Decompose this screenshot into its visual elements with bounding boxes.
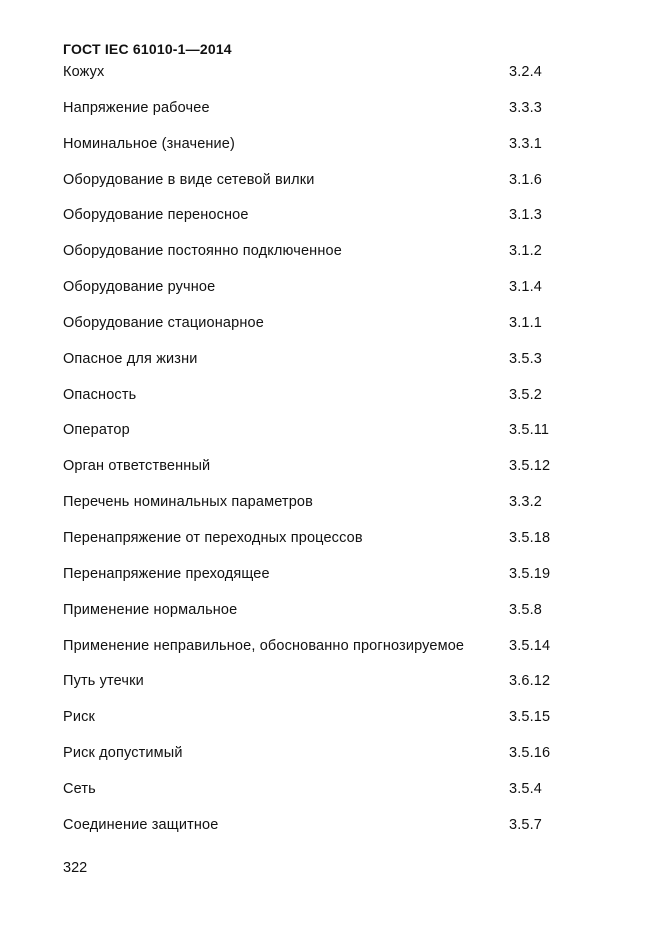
index-entry — [63, 62, 583, 98]
index-reference: 3.3.1 — [509, 135, 542, 152]
index-entry — [63, 815, 583, 851]
index-term: Оборудование постоянно подключенное — [63, 243, 342, 260]
index-reference: 3.3.2 — [509, 494, 542, 511]
index-term: Напряжение рабочее — [63, 99, 210, 116]
index-entry — [63, 349, 583, 385]
index-term: Оператор — [63, 422, 130, 439]
index-entry — [63, 241, 583, 277]
index-reference: 3.1.4 — [509, 279, 542, 296]
index-term: Соединение защитное — [63, 816, 219, 833]
index-entry — [63, 707, 583, 743]
index-term: Кожух — [63, 64, 105, 80]
index-entry — [63, 385, 583, 421]
index-reference: 3.1.2 — [509, 243, 542, 260]
index-reference: 3.6.12 — [509, 673, 551, 690]
index-term: Оборудование стационарное — [63, 314, 264, 331]
index-reference: 3.5.2 — [509, 386, 542, 403]
index-entry — [63, 98, 583, 134]
index-term: Оборудование в виде сетевой вилки — [63, 171, 315, 188]
index-entry — [63, 528, 583, 564]
index-entry — [63, 564, 583, 600]
index-reference: 3.5.15 — [509, 709, 551, 726]
index-reference: 3.5.4 — [509, 780, 542, 797]
standard-title: ГОСТ IEC 61010-1—2014 — [63, 41, 232, 57]
index-term: Применение нормальное — [63, 601, 238, 618]
index-entry — [63, 170, 583, 206]
index-term: Оборудование переносное — [63, 207, 249, 224]
index-reference: 3.5.7 — [509, 816, 542, 833]
index-entry — [63, 205, 583, 241]
index-entry — [63, 492, 583, 528]
index-entry — [63, 277, 583, 313]
index-term: Опасность — [63, 386, 137, 403]
index-entry — [63, 636, 583, 672]
index-entry — [63, 420, 583, 456]
index-entry — [63, 671, 583, 707]
index-reference: 3.3.3 — [509, 99, 542, 116]
index-reference: 3.1.6 — [509, 171, 542, 188]
index-term: Перечень номинальных параметров — [63, 494, 313, 511]
index-entry — [63, 779, 583, 815]
index-term: Применение неправильное, обоснованно прогнозируемое — [63, 637, 465, 654]
index-term: Перенапряжение от переходных процессов — [63, 529, 363, 546]
index-reference: 3.1.3 — [509, 207, 542, 224]
index-reference: 3.2.4 — [509, 64, 542, 80]
term-index-list — [63, 62, 583, 851]
index-reference: 3.5.11 — [509, 422, 550, 439]
index-reference: 3.5.16 — [509, 745, 551, 762]
index-reference: 3.5.3 — [509, 350, 542, 367]
index-term: Риск допустимый — [63, 745, 183, 762]
index-reference: 3.5.18 — [509, 529, 551, 546]
index-term: Сеть — [63, 780, 96, 797]
index-reference: 3.5.14 — [509, 637, 551, 654]
index-reference: 3.5.19 — [509, 565, 551, 582]
document-header — [63, 40, 232, 58]
index-term: Перенапряжение преходящее — [63, 565, 270, 582]
index-entry — [63, 743, 583, 779]
index-term: Путь утечки — [63, 673, 144, 690]
index-entry — [63, 600, 583, 636]
index-entry — [63, 313, 583, 349]
index-reference: 3.5.8 — [509, 601, 542, 618]
index-term: Риск — [63, 709, 95, 726]
index-term: Номинальное (значение) — [63, 135, 236, 152]
index-reference: 3.1.1 — [509, 314, 542, 331]
index-term: Орган ответственный — [63, 458, 211, 475]
page-number: 322 — [63, 860, 88, 876]
index-entry — [63, 134, 583, 170]
index-reference: 3.5.12 — [509, 458, 551, 475]
index-term: Опасное для жизни — [63, 350, 198, 367]
index-term: Оборудование ручное — [63, 279, 216, 296]
index-entry — [63, 456, 583, 492]
